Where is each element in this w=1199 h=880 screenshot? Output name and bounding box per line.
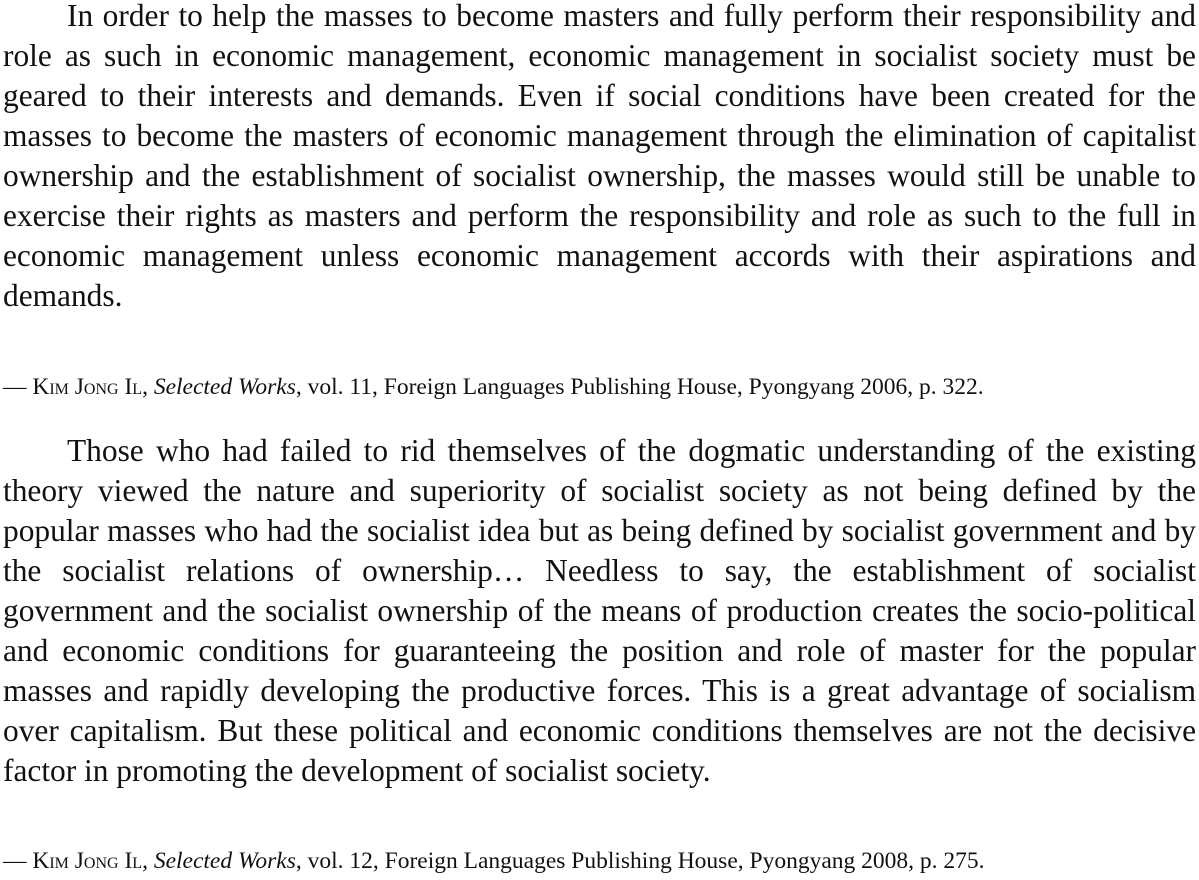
- citation-details: , vol. 11, Foreign Languages Publishing House, Pyongyang 2006, p. 322.: [295, 374, 984, 400]
- citation-author: Kim Jong Il: [32, 848, 143, 874]
- citation-dash: —: [3, 374, 33, 400]
- citation-dash: —: [3, 848, 33, 874]
- quote-paragraph-2: Those who had failed to rid themselves of the dogmatic understanding of the existing theory viewed the nature and superiority of socialist society as not being defined by the popular masses who had the socialist idea but as being defined by socialist government and by the socialist relations of ownership… Needless to say, the establishment of socialist government and the socialist ownership of the means of production creates the socio-political and economic conditions for guaranteeing the position and role of master for the popular masses and rapidly developing the productive forces. This is a great advantage of socialism over capitalism. But these political and economic conditions themselves are not the decisive factor in promoting the development of socialist society.: [3, 433, 1196, 788]
- citation-work-title: Selected Works: [153, 848, 296, 874]
- citation-details: , vol. 12, Foreign Languages Publishing House, Pyongyang 2008, p. 275.: [295, 848, 985, 874]
- citation-author: Kim Jong Il: [32, 374, 143, 400]
- quote-paragraph-1: In order to help the masses to become masters and fully perform their responsibility and role as such in economic management, economic management in socialist society must be geared to their interests and demands. Even if social conditions have been created for the masses to become the masters of economic management through the elimination of capitalist ownership and the establishment of socialist ownership, the masses would still be unable to exercise their rights as masters and perform the responsibility and role as such to the full in economic management unless economic management accords with their aspirations and demands.: [3, 0, 1196, 313]
- quote-citation-1: [3, 372, 984, 402]
- quote-citation-2: [3, 846, 985, 876]
- citation-separator: ,: [142, 848, 154, 874]
- citation-work-title: Selected Works: [153, 374, 296, 400]
- citation-separator: ,: [142, 374, 154, 400]
